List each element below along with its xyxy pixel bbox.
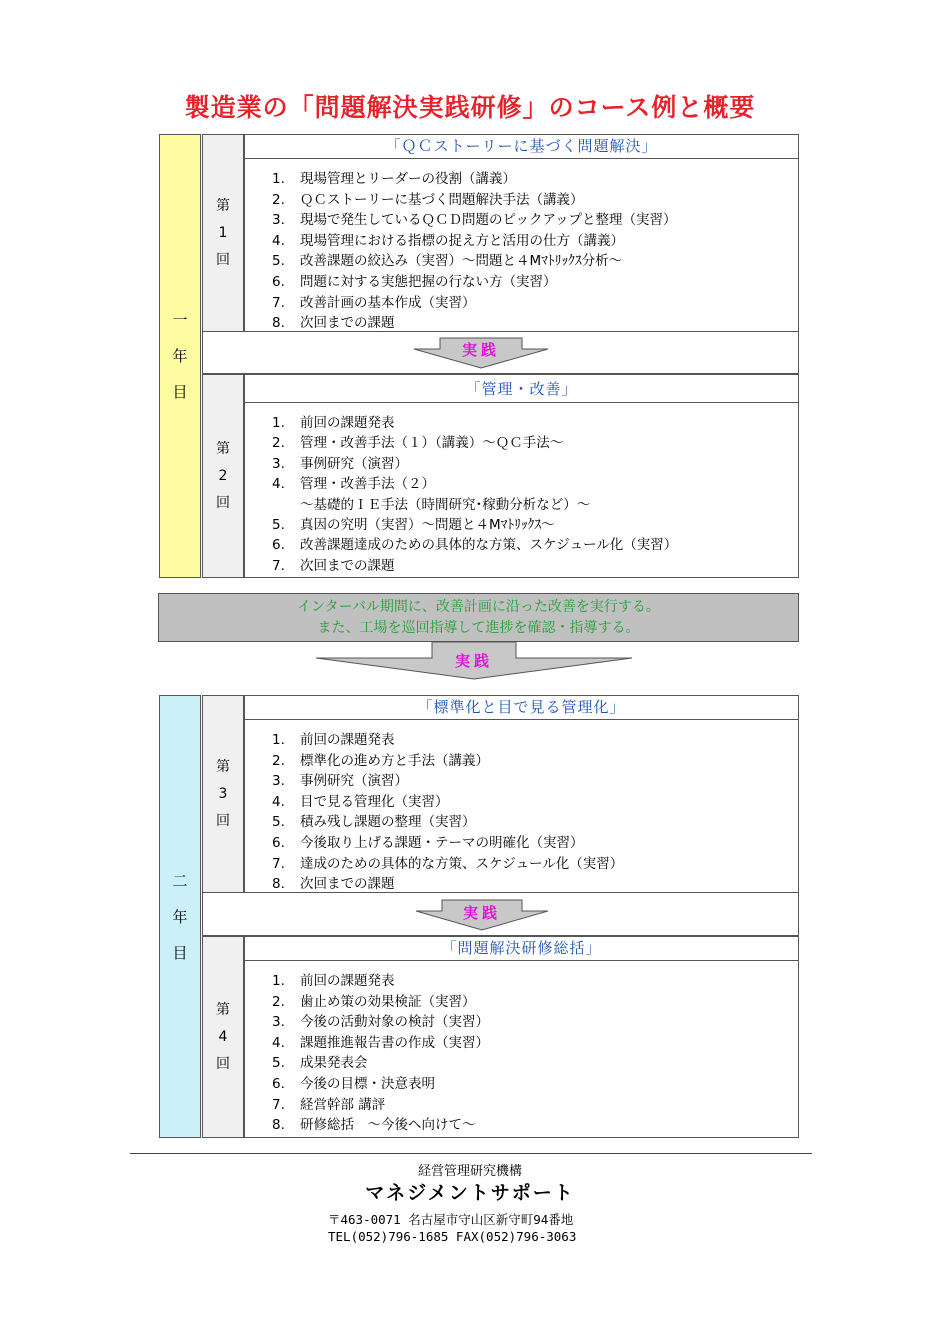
list-item	[272, 313, 798, 334]
list-item	[272, 251, 798, 272]
year-1-char: 目	[172, 383, 188, 401]
item-number: 5.	[272, 814, 285, 831]
footer-divider	[130, 1153, 812, 1154]
session-char: 回	[216, 1055, 230, 1072]
session-char: 回	[216, 251, 230, 268]
item-text: 経営幹部 講評	[300, 1096, 386, 1113]
item-number: 1.	[272, 973, 285, 989]
item-text: 標準化の進め方と手法（講義）	[300, 752, 489, 769]
item-number: 2.	[272, 752, 285, 769]
item-number: 2.	[272, 191, 285, 208]
session-4-box	[244, 936, 799, 1138]
session-char: 1	[218, 224, 228, 241]
item-text: 今後取り上げる課題・テーマの明確化（実習）	[300, 834, 584, 851]
item-number: 4.	[272, 1034, 285, 1051]
practice-label: 実践	[462, 904, 501, 922]
company-name: マネジメントサポート	[365, 1182, 575, 1204]
item-text: 歯止め策の効果検証（実習）	[300, 993, 476, 1010]
session-2-items	[245, 403, 798, 576]
item-number: 7.	[272, 294, 285, 311]
item-number: 8.	[272, 1117, 285, 1134]
item-number: 2.	[272, 435, 285, 452]
list-item	[272, 190, 798, 211]
session-char: 4	[218, 1028, 228, 1045]
item-number: 3.	[272, 212, 285, 229]
item-text: 前回の課題発表	[300, 415, 395, 431]
session-3-items	[245, 720, 798, 895]
item-number: 4.	[272, 232, 285, 249]
item-number: 7.	[272, 557, 285, 574]
session-3-box	[244, 695, 799, 893]
item-text: 現場管理とリーダーの役割（講義）	[300, 171, 516, 187]
year-1-char: 年	[172, 347, 188, 365]
interval-box	[158, 593, 799, 642]
year-2-char: 目	[172, 943, 188, 962]
item-text: 前回の課題発表	[300, 732, 395, 748]
item-text: 改善課題の絞込み（実習）～問題と４Mﾏﾄﾘｯｸｽ分析～	[300, 253, 623, 270]
list-item	[272, 413, 798, 433]
list-item	[272, 1095, 798, 1116]
session-2-label	[202, 374, 244, 578]
list-item	[272, 1012, 798, 1033]
item-text: 次回までの課題	[300, 315, 395, 332]
item-number: 1.	[272, 732, 285, 748]
list-item	[272, 792, 798, 813]
phone-fax: TEL(052)796-1685 FAX(052)796-3063	[328, 1229, 577, 1244]
item-number: 7.	[272, 855, 285, 872]
item-number: 2.	[272, 993, 285, 1010]
session-char: 第	[216, 440, 230, 457]
item-number: 3.	[272, 773, 285, 790]
list-item	[272, 1053, 798, 1074]
session-1-label	[202, 134, 244, 332]
address: 〒463-0071 名古屋市守山区新守町94番地	[328, 1212, 574, 1227]
item-text: 改善課題達成のための具体的な方策、スケジュール化（実習）	[300, 537, 678, 554]
item-number: 6.	[272, 834, 285, 851]
item-text: 事例研究（演習）	[300, 773, 408, 790]
item-text: 今後の目標・決意表明	[300, 1075, 435, 1092]
item-number: 6.	[272, 1075, 285, 1092]
list-item	[272, 535, 798, 555]
page-title: 製造業の「問題解決実践研修」のコース例と概要	[184, 93, 756, 122]
session-1-box	[244, 134, 799, 332]
list-item	[272, 454, 798, 474]
item-number: 7.	[272, 1096, 285, 1113]
interval-line-2: また、工場を巡回指導して進捗を確認・指導する。	[317, 620, 640, 636]
item-number: 1.	[272, 415, 285, 431]
item-number: 4.	[272, 793, 285, 810]
year-2-char: 年	[172, 907, 188, 926]
session-char: 回	[216, 812, 230, 829]
list-item	[272, 874, 798, 895]
item-text: ～基礎的ＩＥ手法（時間研究･稼動分析など）～	[300, 496, 591, 513]
session-2-title: 「管理・改善」	[245, 375, 798, 403]
item-text: 達成のための具体的な方策、スケジュール化（実習）	[300, 855, 624, 872]
list-item	[272, 971, 798, 992]
session-4-items	[245, 961, 798, 1136]
item-text: 目で見る管理化（実習）	[300, 793, 449, 810]
list-item	[272, 169, 798, 190]
item-number: 8.	[272, 315, 285, 332]
year-1-label	[159, 134, 201, 578]
list-item	[272, 474, 798, 494]
session-3-label	[202, 695, 244, 893]
item-text: 積み残し課題の整理（実習）	[300, 814, 476, 831]
list-item-continuation	[272, 495, 798, 515]
item-text: 現場で発生しているＱＣＤ問題のピックアップと整理（実習）	[300, 212, 677, 229]
item-text: 問題に対する実態把握の行ない方（実習）	[300, 273, 557, 290]
interval-line-1: インターバル期間に、改善計画に沿った改善を実行する。	[297, 599, 660, 615]
session-1-items	[245, 159, 798, 334]
session-2-box	[244, 374, 799, 578]
item-number: 3.	[272, 455, 285, 472]
item-text: 真因の究明（実習）～問題と４Mﾏﾄﾘｯｸｽ～	[300, 517, 555, 534]
item-text: 前回の課題発表	[300, 973, 395, 989]
list-item	[272, 556, 798, 576]
list-item	[272, 771, 798, 792]
session-3-title: 「標準化と目で見る管理化」	[245, 696, 798, 720]
item-number: 4.	[272, 476, 285, 493]
list-item	[272, 210, 798, 231]
item-text: 次回までの課題	[300, 557, 395, 574]
list-item	[272, 854, 798, 875]
list-item	[272, 992, 798, 1013]
list-item	[272, 1074, 798, 1095]
item-number: 8.	[272, 876, 285, 893]
year-1-char: 一	[172, 311, 188, 329]
organization-name: 経営管理研究機構	[417, 1164, 522, 1179]
list-item	[272, 293, 798, 314]
session-4-title: 「問題解決研修総括」	[245, 937, 798, 961]
list-item	[272, 231, 798, 252]
item-text: 改善計画の基本作成（実習）	[300, 294, 476, 311]
item-number: 5.	[272, 517, 285, 534]
item-text: 管理・改善手法（２）	[300, 476, 435, 493]
item-text: 事例研究（演習）	[300, 455, 408, 472]
item-number: 5.	[272, 1055, 285, 1072]
item-number: 3.	[272, 1014, 285, 1031]
practice-label: 実践	[461, 341, 500, 359]
session-char: 第	[216, 1001, 230, 1018]
item-number: 6.	[272, 273, 285, 290]
item-number: 1.	[272, 171, 285, 187]
item-text: ＱＣストーリーに基づく問題解決手法（講義）	[300, 191, 584, 208]
session-4-label	[202, 936, 244, 1138]
item-text: 成果発表会	[300, 1055, 368, 1072]
session-char: 2	[218, 467, 228, 484]
list-item	[272, 751, 798, 772]
practice-label: 実践	[454, 652, 493, 670]
list-item	[272, 730, 798, 751]
item-text: 管理・改善手法（１）（講義）～ＱＣ手法～	[300, 435, 564, 452]
item-text: 今後の活動対象の検討（実習）	[300, 1014, 489, 1031]
list-item	[272, 812, 798, 833]
item-number: 5.	[272, 253, 285, 270]
year-2-char: 二	[172, 871, 188, 890]
list-item	[272, 833, 798, 854]
session-1-title: 「ＱＣストーリーに基づく問題解決」	[245, 135, 798, 159]
list-item	[272, 515, 798, 535]
session-char: 3	[218, 785, 228, 802]
list-item	[272, 272, 798, 293]
list-item	[272, 1033, 798, 1054]
item-text: 課題推進報告書の作成（実習）	[300, 1034, 489, 1051]
session-char: 第	[216, 758, 230, 775]
item-text: 現場管理における指標の捉え方と活用の仕方（講義）	[300, 232, 624, 249]
list-item	[272, 433, 798, 453]
session-char: 第	[216, 197, 230, 214]
session-char: 回	[216, 494, 230, 511]
item-text: 次回までの課題	[300, 876, 395, 893]
item-text: 研修総括 ～今後へ向けて～	[300, 1117, 476, 1134]
year-2-label	[159, 695, 201, 1138]
list-item	[272, 1115, 798, 1136]
item-number: 6.	[272, 537, 285, 554]
